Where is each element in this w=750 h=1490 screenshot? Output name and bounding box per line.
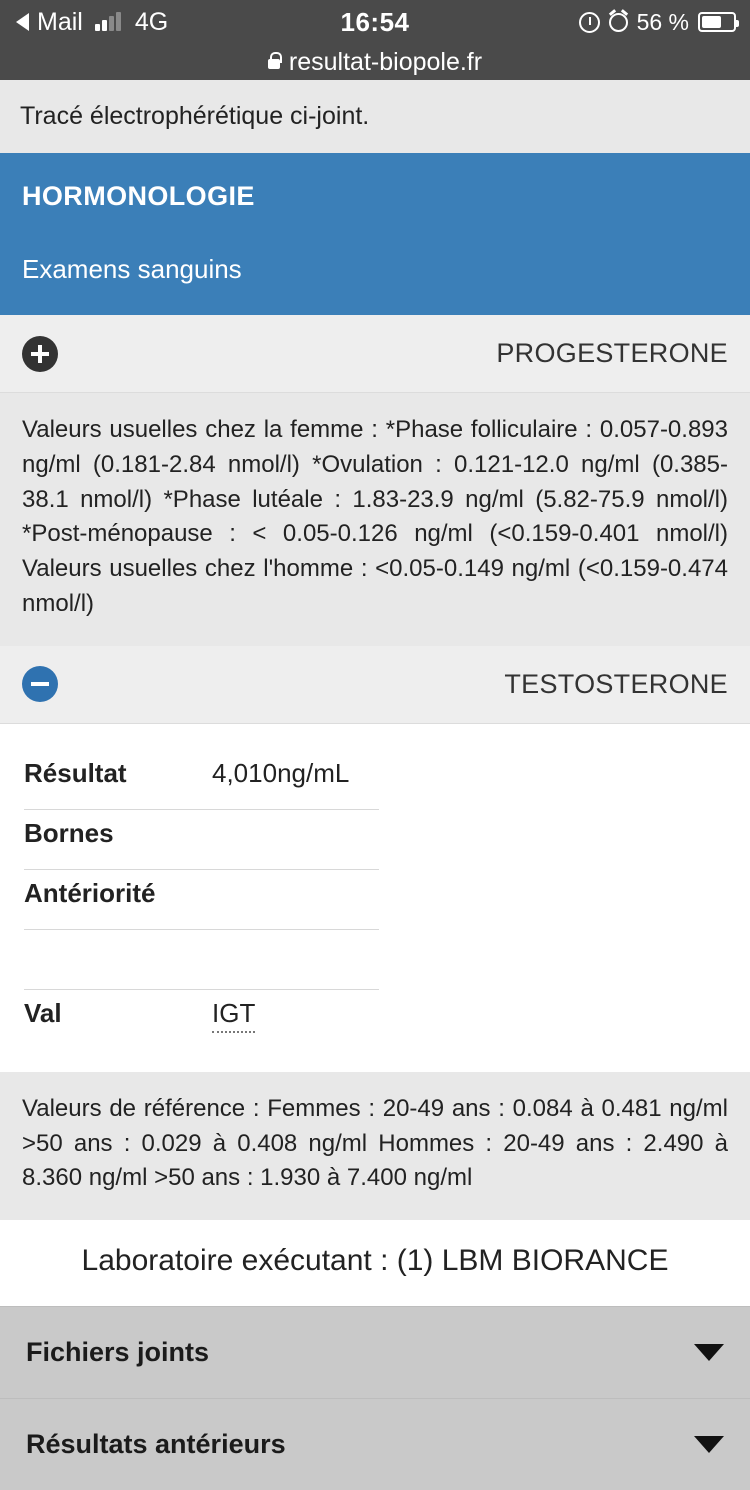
accordion-label: Fichiers joints: [26, 1337, 210, 1368]
address-bar[interactable]: [0, 44, 750, 80]
reference-values-progesterone: Valeurs usuelles chez la femme : *Phase folliculaire : 0.057-0.893 ng/ml (0.181-2.84 nmol/l) *Ovulation : 0.121-12.0 ng/ml (0.385-38.1 nmol/l) *Phase lutéale : 1.83-23.9 ng/ml (5.82-75.9 nmol/l) *Post-ménopause : < 0.05-0.126 ng/ml (<0.159-0.401 nmol/l) Valeurs usuelles chez l'homme : <0.05-0.149 ng/ml (<0.159-0.474 nmol/l): [0, 393, 750, 646]
collapse-minus-icon[interactable]: [22, 666, 58, 702]
analyte-header-progesterone[interactable]: [0, 315, 750, 393]
reference-values-testosterone: Valeurs de référence : Femmes : 20-49 ans : 0.084 à 0.481 ng/ml >50 ans : 0.029 à 0.408 ng/ml Hommes : 20-49 ans : 2.490 à 8.360 ng/ml >50 ans : 1.930 à 7.400 ng/ml: [0, 1072, 750, 1220]
lock-icon: [268, 59, 280, 69]
page-content: [0, 80, 750, 1490]
alarm-icon: [609, 13, 628, 32]
analyte-header-testosterone[interactable]: [0, 646, 750, 724]
result-row: [24, 990, 379, 1050]
expand-plus-icon[interactable]: [22, 336, 58, 372]
executing-lab-label: Laboratoire exécutant : (1) LBM BIORANCE: [0, 1220, 750, 1306]
accordion-resultats-anterieurs[interactable]: [0, 1398, 750, 1490]
chevron-down-icon[interactable]: [694, 1436, 724, 1453]
result-row-spacer: [24, 930, 379, 990]
result-row-value: IGT: [212, 998, 255, 1033]
accordion-label: Résultats antérieurs: [26, 1429, 286, 1460]
result-row: [24, 810, 379, 870]
section-title: HORMONOLOGIE: [22, 181, 255, 211]
result-row-value: 4,010ng/mL: [212, 757, 350, 788]
section-header-hormonologie: [0, 153, 750, 315]
result-row: [24, 870, 379, 930]
status-bar-right: [579, 0, 736, 44]
result-row-key: Val: [24, 997, 62, 1028]
url-label[interactable]: resultat-biopole.fr: [288, 47, 483, 76]
chevron-down-icon[interactable]: [694, 1344, 724, 1361]
analyte-name-label: PROGESTERONE: [496, 338, 728, 368]
attachment-note: Tracé électrophérétique ci-joint.: [0, 80, 750, 153]
clock-label: 16:54: [340, 6, 410, 37]
battery-percent-label: 56 %: [636, 8, 689, 35]
battery-icon: [698, 12, 736, 32]
back-app-label[interactable]: Mail: [37, 7, 83, 36]
section-subtitle: Examens sanguins: [22, 254, 242, 284]
accordion-fichiers-joints[interactable]: [0, 1306, 750, 1398]
result-row: [24, 750, 379, 810]
result-row-key: Bornes: [24, 817, 114, 848]
analyte-name-label: TESTOSTERONE: [504, 668, 728, 699]
network-type-label: 4G: [134, 7, 169, 36]
result-row-key: Antériorité: [24, 877, 156, 908]
result-table-testosterone: [0, 724, 750, 1072]
status-bar-top-row: [0, 0, 750, 44]
location-icon: [579, 12, 600, 33]
status-bar: [0, 0, 750, 80]
result-row-key: Résultat: [24, 757, 127, 788]
